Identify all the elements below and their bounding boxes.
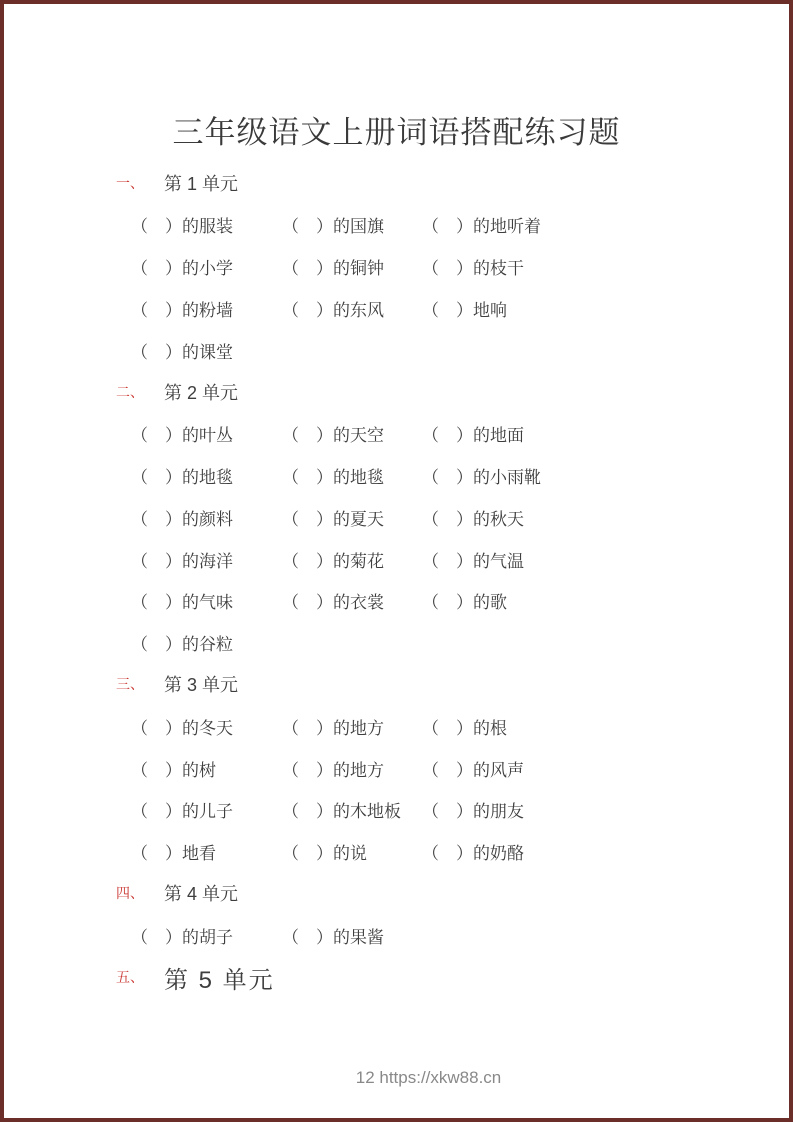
blank-item: （ ）的粉墙	[131, 300, 233, 320]
blank-item: （ ）的天空	[282, 426, 384, 446]
blank-item: （ ）的地方	[282, 760, 384, 780]
word-row	[4, 831, 789, 873]
blank-item: （ ）的地听着	[422, 217, 541, 237]
blank-item: （ ）的气味	[131, 593, 233, 613]
blank-item: （ ）的夏天	[282, 509, 384, 529]
blank-item: （ ）的地面	[422, 426, 524, 446]
footer-url: 12 https://xkw88.cn	[355, 1068, 502, 1087]
section-heading-1	[4, 162, 789, 204]
word-row	[4, 496, 789, 538]
word-row	[4, 329, 789, 371]
word-row	[4, 246, 789, 288]
section-label: 第 2 单元	[164, 382, 239, 403]
word-row	[4, 455, 789, 497]
blank-item: （ ）地看	[131, 844, 216, 864]
blank-item: （ ）的地毯	[282, 467, 384, 487]
blank-item: （ ）的小雨靴	[422, 467, 541, 487]
blank-item: （ ）的说	[282, 844, 367, 864]
blank-item: （ ）的衣裳	[282, 593, 384, 613]
blank-item: （ ）的地方	[282, 718, 384, 738]
blank-item: （ ）地响	[422, 300, 507, 320]
word-row	[4, 204, 789, 246]
worksheet-body	[4, 162, 789, 998]
blank-item: （ ）的铜钟	[282, 258, 384, 278]
blank-item: （ ）的果酱	[282, 927, 384, 947]
blank-item: （ ）的气温	[422, 551, 524, 571]
word-row	[4, 914, 789, 956]
blank-item: （ ）的树	[131, 760, 216, 780]
blank-item: （ ）的谷粒	[131, 635, 233, 655]
blank-item: （ ）的地毯	[131, 467, 233, 487]
blank-item: （ ）的歌	[422, 593, 507, 613]
blank-item: （ ）的叶丛	[131, 426, 233, 446]
section-heading-4	[4, 873, 789, 915]
blank-item: （ ）的东风	[282, 300, 384, 320]
section-heading-3	[4, 664, 789, 706]
blank-item: （ ）的服装	[131, 217, 233, 237]
section-label: 第 1 单元	[164, 173, 239, 194]
word-row	[4, 705, 789, 747]
word-row	[4, 747, 789, 789]
word-row	[4, 789, 789, 831]
blank-item: （ ）的风声	[422, 760, 524, 780]
word-row	[4, 413, 789, 455]
blank-item: （ ）的小学	[131, 258, 233, 278]
blank-item: （ ）的枝干	[422, 258, 524, 278]
blank-item: （ ）的朋友	[422, 802, 524, 822]
blank-item: （ ）的菊花	[282, 551, 384, 571]
blank-item: （ ）的国旗	[282, 217, 384, 237]
word-row	[4, 538, 789, 580]
blank-item: （ ）的根	[422, 718, 507, 738]
blank-item: （ ）的秋天	[422, 509, 524, 529]
blank-item: （ ）的胡子	[131, 927, 233, 947]
section-heading-2	[4, 371, 789, 413]
section-ordinal: 一、	[116, 174, 144, 191]
section-label: 第 5 单元	[164, 966, 275, 994]
page-title: 三年级语文上册词语搭配练习题	[172, 115, 621, 150]
section-label: 第 3 单元	[164, 675, 239, 696]
section-ordinal: 三、	[116, 676, 144, 693]
section-heading-5	[4, 956, 789, 998]
blank-item: （ ）的课堂	[131, 342, 233, 362]
word-row	[4, 287, 789, 329]
section-ordinal: 四、	[116, 885, 144, 902]
blank-item: （ ）的奶酪	[422, 844, 524, 864]
blank-item: （ ）的儿子	[131, 802, 233, 822]
blank-item: （ ）的木地板	[282, 802, 401, 822]
blank-item: （ ）的海洋	[131, 551, 233, 571]
word-row	[4, 622, 789, 664]
section-ordinal: 二、	[116, 383, 144, 400]
section-label: 第 4 单元	[164, 884, 239, 905]
section-ordinal: 五、	[116, 969, 144, 986]
word-row	[4, 580, 789, 622]
blank-item: （ ）的冬天	[131, 718, 233, 738]
blank-item: （ ）的颜料	[131, 509, 233, 529]
